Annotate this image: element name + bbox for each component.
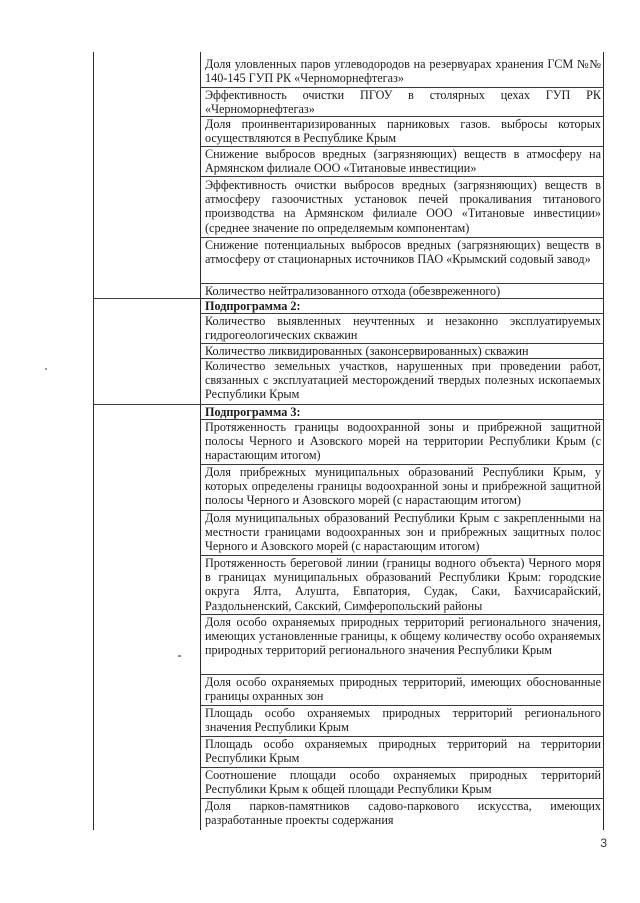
indicator-text: Соотношение площади особо охраняемых природных территорий Республики Крым к общей площади Республики Крым <box>205 768 601 797</box>
table-row <box>205 238 601 266</box>
indicator-text: Доля проинвентаризированных парниковых газов. выбросы которых осуществляются в Республике Крым <box>205 117 601 146</box>
indicator-text: Протяженность береговой линии (границы водного объекта) Черного моря в границах муниципальных образований Республики Крым: городские округа Ялта, Алушта, Евпатория, Судак, Саки, Бахчисарайский, Раздольненский, Сакский, Симферопольский районы <box>205 556 601 613</box>
indicator-text: Протяженность границы водоохранной зоны и прибрежной защитной полосы Черного и Азовского морей на территории Республики Крым (с нарастающим итогом) <box>205 420 601 463</box>
indicator-text: Эффективность очистки ПГОУ в столярных цехах ГУП РК «Черноморнефтегаз» <box>205 88 601 117</box>
indicator-text: Доля парков-памятников садово-паркового искусства, имеющих разработанные проекты содержания <box>205 799 601 828</box>
indicator-text: Доля уловленных паров углеводородов на резервуарах хранения ГСМ №№ 140-145 ГУП РК «Черноморнефтегаз» <box>205 57 601 86</box>
table-row <box>205 359 601 402</box>
page-number: 3 <box>600 836 607 850</box>
table-row <box>205 88 601 116</box>
table-row <box>205 799 601 827</box>
indicator-text: Эффективность очистки выбросов вредных (загрязняющих) веществ в атмосферу газоочистных установок печей прокаливания титанового производства на Армянском филиале ООО «Титановые инвестиции» (среднее значение по определяемым компонентам) <box>205 178 601 235</box>
scan-speck <box>45 368 47 370</box>
indicator-text: Количество нейтрализованного отхода (обезвреженного) <box>205 284 501 298</box>
table-row <box>205 117 601 145</box>
table-row <box>205 420 601 463</box>
table-row <box>205 615 601 658</box>
subprogram-title: Подпрограмма 2: <box>205 299 301 313</box>
indicator-text: Снижение выбросов вредных (загрязняющих) веществ в атмосферу на Армянском филиале ООО «Титановые инвестиции» <box>205 147 601 176</box>
indicator-text: Количество выявленных неучтенных и незаконно эксплуатируемых гидрогеологических скважин <box>205 314 601 343</box>
scan-speck <box>178 655 181 657</box>
table-row <box>205 675 601 703</box>
row-separator <box>200 176 604 177</box>
indicator-text: Доля особо охраняемых природных территорий, имеющих обоснованные границы охранных зон <box>205 675 601 704</box>
table-row <box>205 465 601 508</box>
subprogram-title: Подпрограмма 3: <box>205 405 301 419</box>
table-row <box>205 768 601 796</box>
table-row <box>205 57 601 85</box>
table-row <box>205 511 601 554</box>
indicator-text: Количество земельных участков, нарушенных при проведении работ, связанных с эксплуатацией месторождений твердых полезных ископаемых Республики Крым <box>205 359 601 402</box>
indicator-text: Доля прибрежных муниципальных образований Республики Крым, у которых определены границы водоохранной зоны и прибрежной защитной полосы Черного и Азовского морей (с нарастающим итогом) <box>205 465 601 508</box>
indicator-text: Доля муниципальных образований Республики Крым с закрепленными на местности границами водоохранных зон и прибрежных защитных полос Черного и Азовского морей (с нарастающим итогом) <box>205 511 601 554</box>
table-row <box>205 344 601 358</box>
indicator-text: Количество ликвидированных (законсервированных) скважин <box>205 344 529 358</box>
table-right-border <box>603 52 604 830</box>
indicator-text: Снижение потенциальных выбросов вредных (загрязняющих) веществ в атмосферу от стационарных источников ПАО «Крымский содовый завод» <box>205 238 601 267</box>
table-row <box>205 284 601 298</box>
table-row <box>205 314 601 342</box>
table-row <box>205 706 601 734</box>
indicator-text: Площадь особо охраняемых природных территорий на территории Республики Крым <box>205 737 601 766</box>
table-column-divider <box>200 52 201 830</box>
indicator-text: Доля особо охраняемых природных территорий регионального значения, имеющих установленные границы, к общему количеству особо охраняемых природных территорий регионального значения Республики Крым <box>205 615 601 658</box>
table-row <box>205 556 601 613</box>
table-row <box>205 147 601 175</box>
indicator-text: Площадь особо охраняемых природных территорий регионального значения Республики Крым <box>205 706 601 735</box>
table-row <box>205 178 601 235</box>
subprogram-heading <box>205 299 601 313</box>
table-left-border <box>93 52 94 830</box>
table-row <box>205 737 601 765</box>
subprogram-heading <box>205 405 601 419</box>
